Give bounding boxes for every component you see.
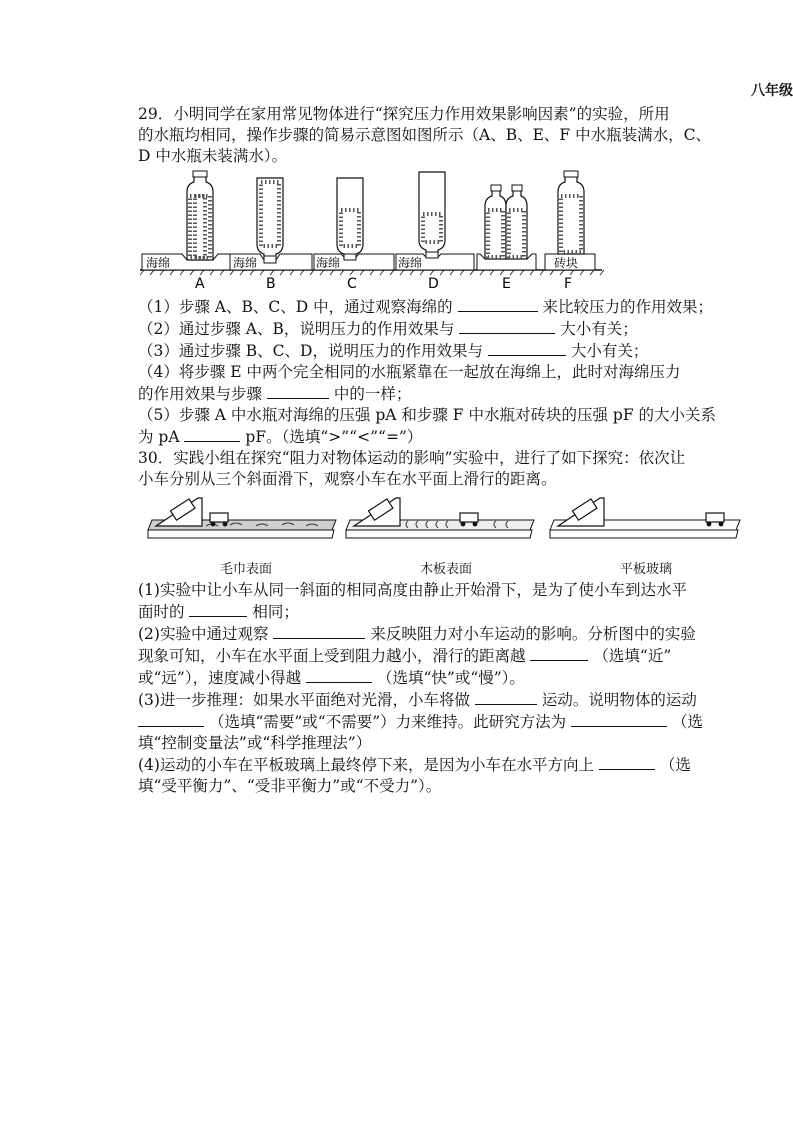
- surface-captions: [146, 560, 746, 580]
- sponge-label: 海绵: [146, 256, 171, 270]
- grade-corner-label: 八年级: [751, 83, 793, 99]
- q29-item-4: （4）将步骤 E 中两个完全相同的水瓶紧靠在一起放在海绵上，此时对海绵压力: [138, 363, 681, 381]
- answer-blank[interactable]: [475, 689, 537, 705]
- setup-d: [396, 172, 474, 270]
- step-label-f: F: [564, 276, 573, 290]
- step-label-e: E: [502, 276, 511, 290]
- answer-blank[interactable]: [571, 711, 667, 727]
- sponge-label: 海绵: [398, 256, 423, 270]
- answer-blank[interactable]: [459, 318, 555, 334]
- step-label-a: A: [195, 276, 205, 290]
- answer-blank[interactable]: [138, 711, 204, 727]
- sponge-label: 海绵: [316, 256, 341, 270]
- sponge-label: 海绵: [233, 256, 258, 270]
- q30-item-3-cont: （选填“需要”或“不需要”）力来维持。此研究方法为 （选: [138, 711, 756, 733]
- q30-item-2: (2)实验中通过观察 来反映阻力对小车运动的影响。分析图中的实验: [138, 625, 696, 643]
- answer-blank[interactable]: [306, 667, 372, 683]
- caption-towel: 毛巾表面: [219, 562, 272, 577]
- question-30: [138, 448, 756, 797]
- answer-blank[interactable]: [189, 601, 247, 617]
- q30-item-2-cont2: 或“远”），速度减小得越 （选填“快”或“慢”）。: [138, 669, 525, 687]
- q29-item-5-cont: 为 pA pF。（选填“>”“<”“=”）: [138, 428, 423, 446]
- track-towel: [148, 498, 336, 538]
- q30-item-4: (4)运动的小车在平板玻璃上最终停下来，是因为小车在水平方向上 （选: [138, 756, 691, 774]
- q30-stem-line: 30．实践小组在探究“阻力对物体运动的影响”实验中，进行了如下探究：依次让: [138, 449, 686, 467]
- q30-item-1: (1)实验中让小车从同一斜面的相同高度由静止开始滑下，是为了使小车到达水平: [138, 581, 687, 599]
- answer-blank[interactable]: [184, 426, 240, 442]
- q30-item-4-cont: 填“受平衡力”、“受非平衡力”或“不受力”）。: [138, 777, 442, 795]
- setup-e: [477, 185, 536, 270]
- q29-stem-line: D 中水瓶未装满水）。: [138, 147, 288, 165]
- question-29: [138, 104, 756, 448]
- step-label-d: D: [428, 276, 439, 290]
- q29-stem-line: 的水瓶均相同，操作步骤的简易示意图如图所示（A、B、E、F 中水瓶装满水，C、: [138, 126, 711, 144]
- setup-f: [545, 171, 595, 270]
- q29-item-2: （2）通过步骤 A、B，说明压力的作用效果与 大小有关；: [138, 320, 638, 338]
- q30-item-1-cont: 面时的 相同；: [138, 603, 299, 621]
- answer-blank[interactable]: [488, 340, 566, 356]
- setup-b: [230, 178, 312, 270]
- step-label-b: B: [266, 276, 276, 290]
- q30-stem-line: 小车分别从三个斜面滑下，观察小车在水平面上滑行的距离。: [138, 470, 557, 488]
- q29-item-5: （5）步骤 A 中水瓶对海绵的压强 pA 和步骤 F 中水瓶对砖块的压强 pF 的大小关系: [138, 406, 717, 424]
- answer-blank[interactable]: [458, 296, 538, 312]
- exam-page: [138, 104, 756, 797]
- answer-blank[interactable]: [273, 623, 365, 639]
- track-wood: [346, 498, 534, 538]
- q29-item-4-cont: 的作用效果与步骤 中的一样；: [138, 385, 412, 403]
- track-glass: [550, 498, 740, 538]
- brick-label: 砖块: [554, 256, 579, 270]
- caption-glass: 平板玻璃: [619, 562, 672, 577]
- friction-experiment-figure: [146, 496, 746, 556]
- q29-stem-line: 29．小明同学在家用常见物体进行“探究压力作用效果影响因素”的实验，所用: [138, 105, 670, 123]
- step-label-c: C: [347, 276, 357, 290]
- q30-item-3-cont2: 填“控制变量法”或“科学推理法”）: [138, 734, 372, 752]
- answer-blank[interactable]: [267, 383, 329, 399]
- setup-c: [314, 178, 394, 270]
- caption-wood: 木板表面: [419, 562, 472, 577]
- q30-item-3: (3)进一步推理：如果水平面绝对光滑，小车将做 运动。说明物体的运动: [138, 691, 697, 709]
- pressure-experiment-figure: [140, 170, 610, 290]
- answer-blank[interactable]: [530, 645, 588, 661]
- q29-item-3: （3）通过步骤 B、C、D，说明压力的作用效果与 大小有关；: [138, 342, 649, 360]
- answer-blank[interactable]: [599, 754, 655, 770]
- q30-item-2-cont: 现象可知，小车在水平面上受到阻力越小，滑行的距离越 （选填“近”: [138, 647, 672, 665]
- q29-item-1: （1）步骤 A、B、C、D 中，通过观察海绵的 来比较压力的作用效果；: [138, 298, 713, 316]
